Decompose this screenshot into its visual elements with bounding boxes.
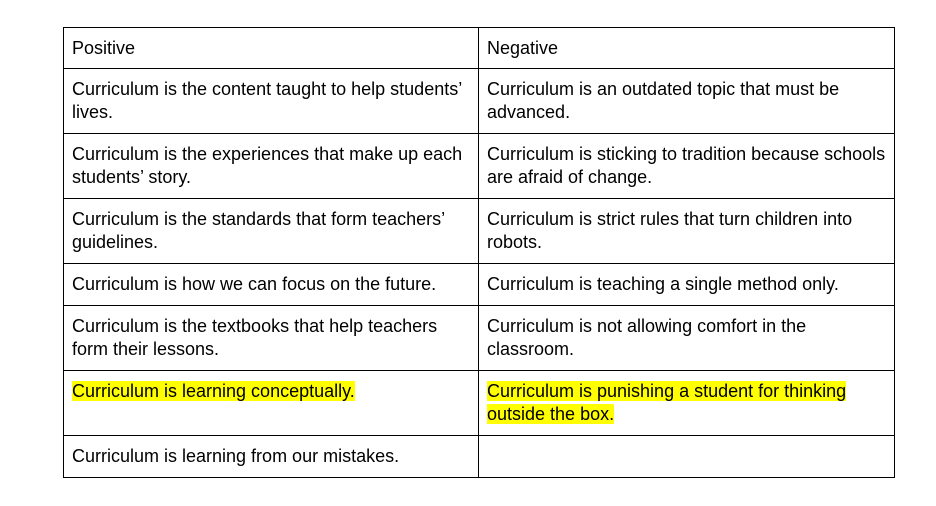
negative-cell: Curriculum is sticking to tradition because schools are afraid of change.	[479, 134, 895, 199]
positive-cell: Curriculum is the standards that form teachers’ guidelines.	[64, 199, 479, 264]
table-row	[64, 436, 895, 478]
positive-cell: Curriculum is learning from our mistakes.	[64, 436, 479, 478]
negative-cell: Curriculum is not allowing comfort in the classroom.	[479, 306, 895, 371]
negative-cell	[479, 371, 895, 436]
positive-cell: Curriculum is the content taught to help students’ lives.	[64, 69, 479, 134]
curriculum-table	[63, 27, 895, 478]
table-row	[64, 134, 895, 199]
positive-cell: Curriculum is the experiences that make up each students’ story.	[64, 134, 479, 199]
table-header-row	[64, 28, 895, 69]
negative-cell: Curriculum is an outdated topic that must be advanced.	[479, 69, 895, 134]
table-row	[64, 69, 895, 134]
header-negative: Negative	[479, 28, 895, 69]
negative-cell-empty	[479, 436, 895, 478]
highlighted-text: Curriculum is punishing a student for thinking outside the box.	[487, 381, 847, 424]
positive-cell	[64, 371, 479, 436]
negative-cell: Curriculum is teaching a single method only.	[479, 264, 895, 306]
header-positive: Positive	[64, 28, 479, 69]
positive-cell: Curriculum is how we can focus on the future.	[64, 264, 479, 306]
table-row	[64, 199, 895, 264]
highlighted-text: Curriculum is learning conceptually.	[72, 381, 355, 401]
table-row	[64, 306, 895, 371]
negative-cell: Curriculum is strict rules that turn children into robots.	[479, 199, 895, 264]
table-row-highlighted	[64, 371, 895, 436]
positive-cell: Curriculum is the textbooks that help teachers form their lessons.	[64, 306, 479, 371]
table-row	[64, 264, 895, 306]
